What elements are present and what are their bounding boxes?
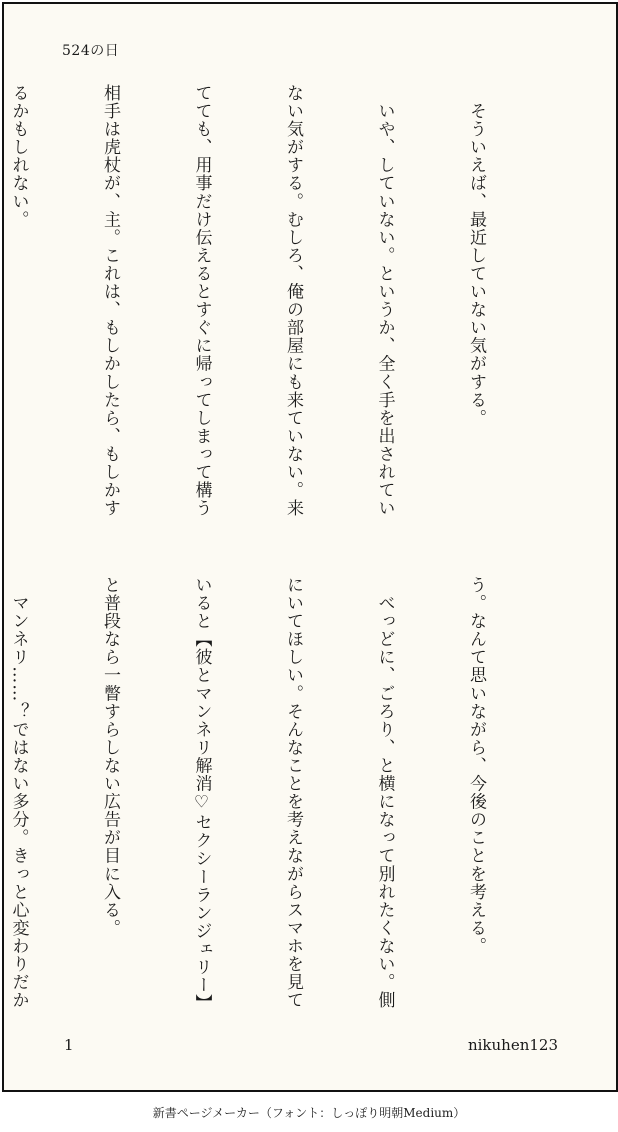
- text-line: ない気がする。むしろ、俺の部屋にも来ていない。来: [283, 84, 303, 518]
- text-line: てても、用事だけ伝えるとすぐに帰ってしまって構う: [191, 84, 212, 518]
- text-line: マンネリ……？ではない多分。きっと心変わりだか: [8, 576, 29, 1010]
- text-line: そういえば、最近していない気がする。: [466, 84, 486, 427]
- text-line: るかもしれない。: [8, 84, 29, 229]
- page-number: 1: [64, 1036, 74, 1054]
- text-line: いや、していない。というか、全く手を出されてい: [374, 84, 395, 518]
- text-line: と普段なら一瞥すらしない広告が目に入る。: [100, 576, 120, 937]
- text-line: べっどに、ごろり、と横になって別れたくない。側: [374, 576, 395, 1010]
- text-line: 相手は虎杖が、主。これは、もしかしたら、もしかす: [100, 84, 120, 518]
- text-line: いると【彼とマンネリ解消♡セクシーランジェリー】: [191, 576, 212, 1013]
- author-name: nikuhen123: [467, 1036, 558, 1054]
- text-block-upper: [0, 84, 552, 529]
- page-title: 524の日: [62, 43, 120, 59]
- generator-caption: 新書ページメーカー（フォント：しっぽり明朝Medium）: [152, 1106, 466, 1120]
- novel-page: [2, 2, 618, 1092]
- text-block-lower: [0, 576, 552, 1021]
- text-line: にいてほしい。そんなことを考えながらスマホを見て: [283, 576, 303, 1010]
- text-line: う。なんて思いながら、今後のことを考える。: [466, 576, 486, 956]
